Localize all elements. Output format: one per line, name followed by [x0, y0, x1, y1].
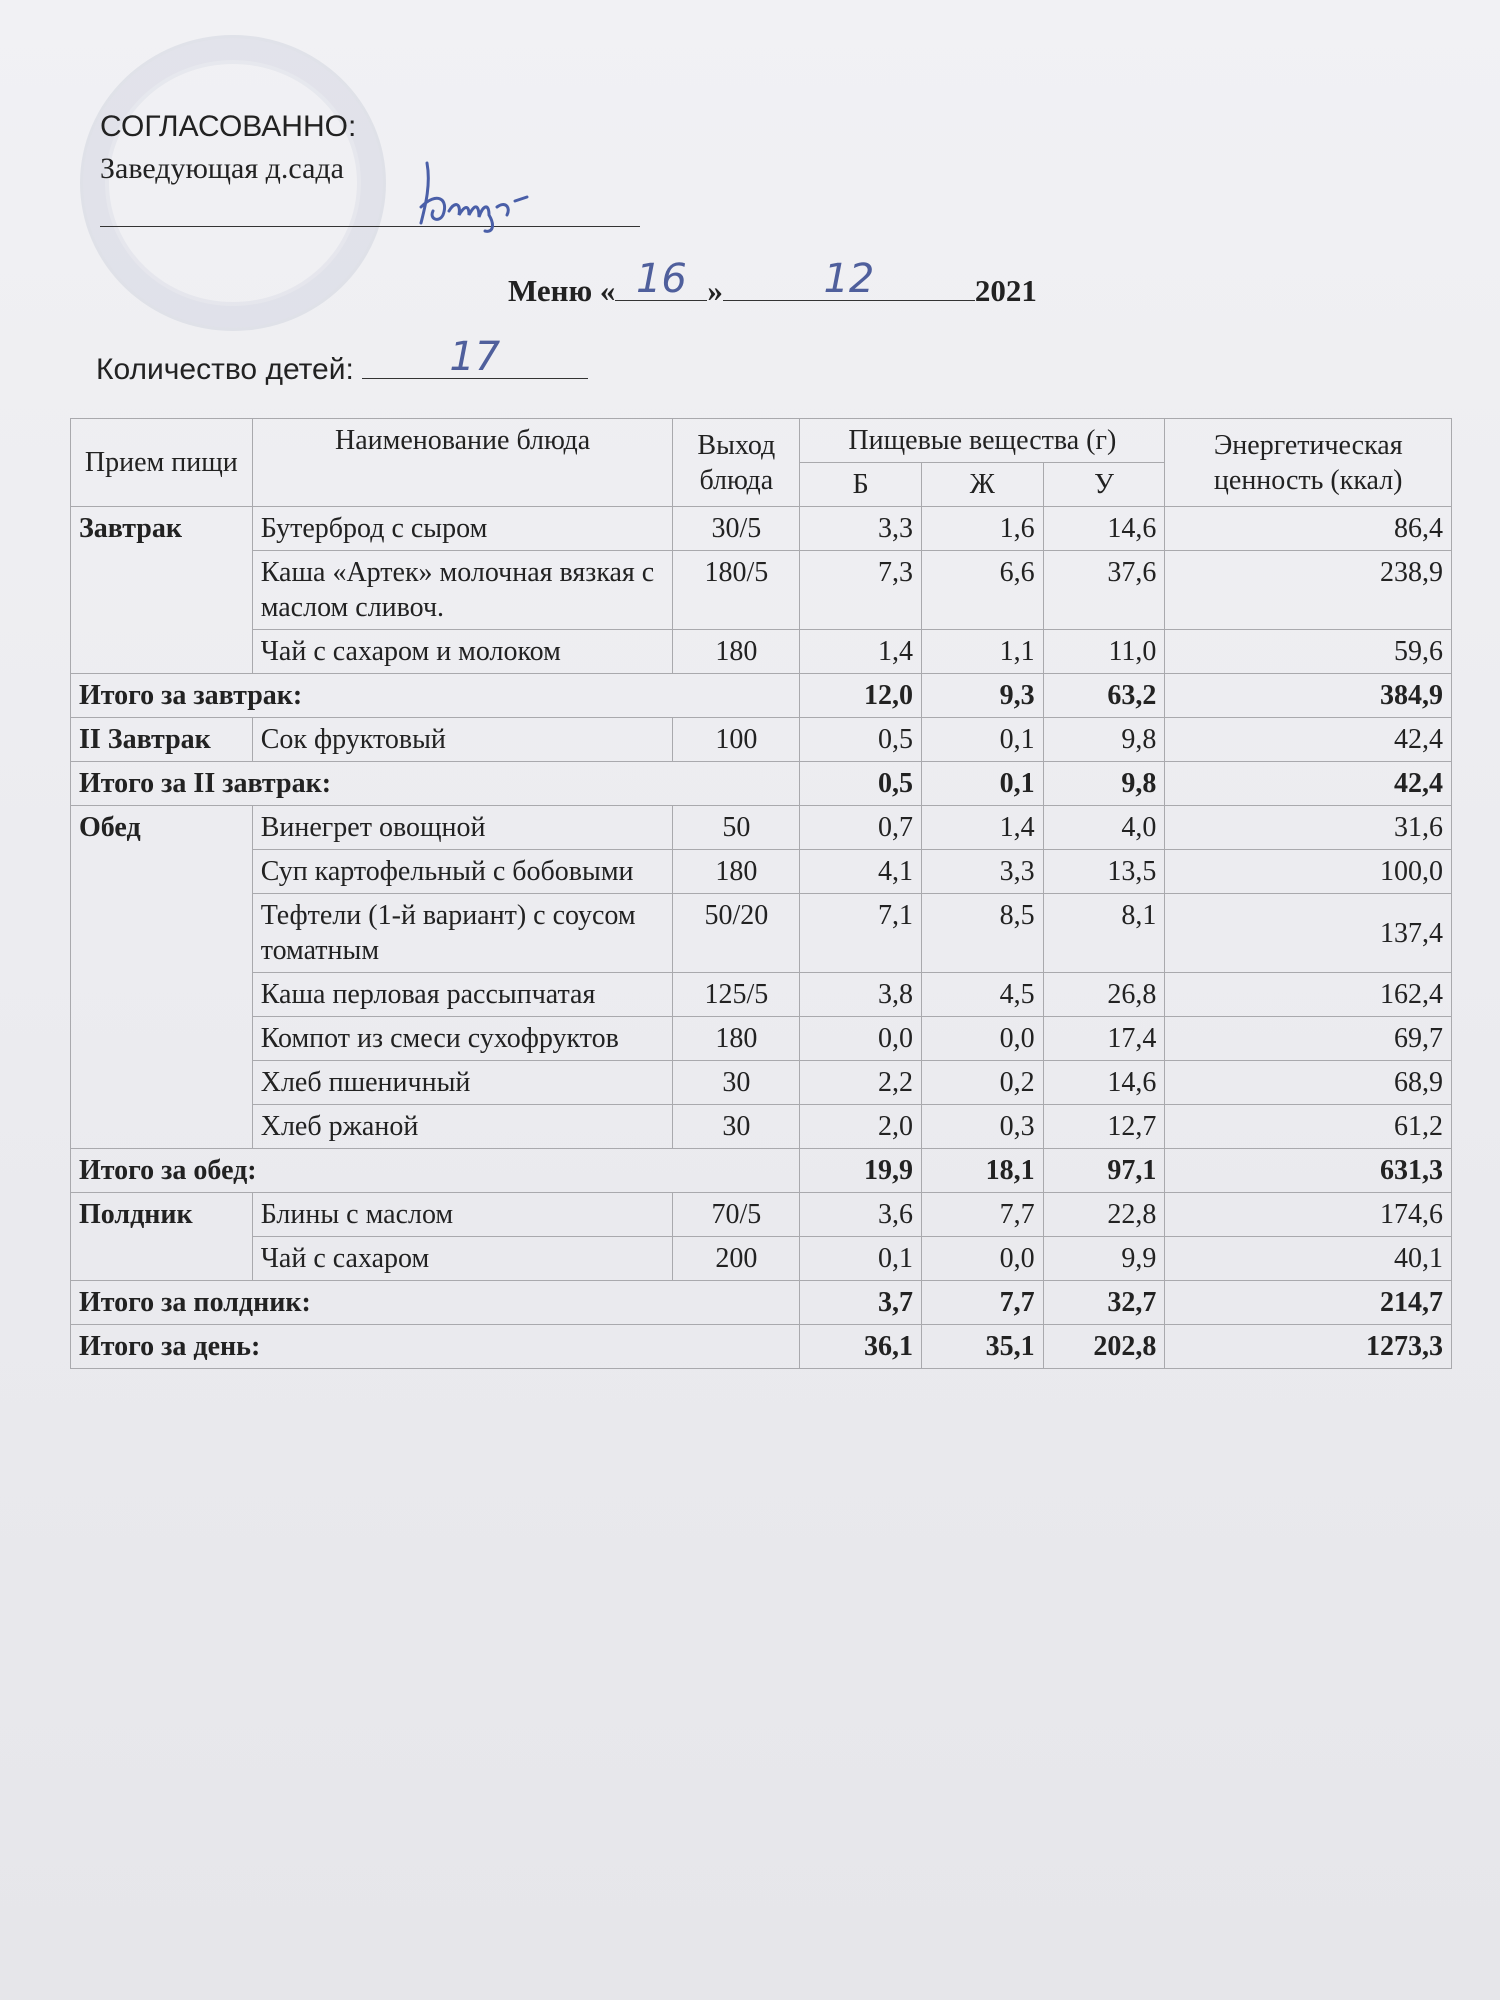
protein-value: 0,7 [800, 806, 922, 850]
protein-day-total: 36,1 [800, 1325, 922, 1369]
menu-title-mid: » [707, 273, 723, 308]
carbs-value: 26,8 [1043, 973, 1165, 1017]
energy-value: 137,4 [1165, 894, 1452, 973]
table-row [71, 718, 1452, 762]
header-dish: Наименование блюда [252, 419, 673, 507]
subtotal-row [71, 1149, 1452, 1193]
carbs-value: 9,9 [1043, 1237, 1165, 1281]
energy-value: 42,4 [1165, 718, 1452, 762]
fat-value: 0,0 [921, 1237, 1043, 1281]
energy-total: 384,9 [1165, 674, 1452, 718]
day-total-label: Итого за день: [71, 1325, 800, 1369]
carbs-value: 37,6 [1043, 551, 1165, 630]
table-row [71, 806, 1452, 850]
meal-snack: Полдник [71, 1193, 253, 1281]
energy-value: 61,2 [1165, 1105, 1452, 1149]
subtotal-label: Итого за II завтрак: [71, 762, 800, 806]
carbs-total: 63,2 [1043, 674, 1165, 718]
subtotal-row [71, 674, 1452, 718]
table-row [71, 1017, 1452, 1061]
fat-value: 0,1 [921, 718, 1043, 762]
header-nutrients: Пищевые вещества (г) [800, 419, 1165, 463]
fat-total: 7,7 [921, 1281, 1043, 1325]
protein-total: 3,7 [800, 1281, 922, 1325]
dish-output: 200 [673, 1237, 800, 1281]
fat-value: 0,3 [921, 1105, 1043, 1149]
subtotal-label: Итого за полдник: [71, 1281, 800, 1325]
table-row [71, 894, 1452, 973]
children-blank [362, 334, 588, 380]
energy-day-total: 1273,3 [1165, 1325, 1452, 1369]
table-row [71, 630, 1452, 674]
carbs-day-total: 202,8 [1043, 1325, 1165, 1369]
protein-value: 0,5 [800, 718, 922, 762]
energy-total: 631,3 [1165, 1149, 1452, 1193]
menu-title-prefix: Меню « [508, 273, 616, 308]
carbs-total: 9,8 [1043, 762, 1165, 806]
dish-name: Чай с сахаром [252, 1237, 673, 1281]
dish-output: 30 [673, 1061, 800, 1105]
table-header-row [71, 419, 1452, 463]
dish-name: Каша «Артек» молочная вязкая с маслом сливоч. [252, 551, 673, 630]
protein-value: 3,8 [800, 973, 922, 1017]
energy-value: 59,6 [1165, 630, 1452, 674]
carbs-value: 12,7 [1043, 1105, 1165, 1149]
energy-total: 214,7 [1165, 1281, 1452, 1325]
energy-total: 42,4 [1165, 762, 1452, 806]
subtotal-label: Итого за завтрак: [71, 674, 800, 718]
dish-name: Хлеб пшеничный [252, 1061, 673, 1105]
fat-value: 6,6 [921, 551, 1043, 630]
fat-value: 4,5 [921, 973, 1043, 1017]
dish-output: 100 [673, 718, 800, 762]
fat-total: 9,3 [921, 674, 1043, 718]
approval-heading: СОГЛАСОВАННО: [100, 110, 357, 143]
protein-value: 2,2 [800, 1061, 922, 1105]
dish-output: 50/20 [673, 894, 800, 973]
dish-output: 30 [673, 1105, 800, 1149]
protein-total: 19,9 [800, 1149, 922, 1193]
dish-name: Блины с маслом [252, 1193, 673, 1237]
handwritten-signature [415, 145, 545, 235]
protein-value: 7,3 [800, 551, 922, 630]
header-carbs: У [1043, 463, 1165, 507]
table-row [71, 551, 1452, 630]
protein-value: 4,1 [800, 850, 922, 894]
header-fat: Ж [921, 463, 1043, 507]
header-protein: Б [800, 463, 922, 507]
menu-title [508, 256, 1037, 309]
protein-value: 2,0 [800, 1105, 922, 1149]
protein-value: 0,1 [800, 1237, 922, 1281]
fat-value: 3,3 [921, 850, 1043, 894]
protein-value: 3,6 [800, 1193, 922, 1237]
header-output: Выход блюда [673, 419, 800, 507]
dish-output: 30/5 [673, 507, 800, 551]
table-row [71, 1061, 1452, 1105]
energy-value: 238,9 [1165, 551, 1452, 630]
children-label: Количество детей: [96, 353, 354, 386]
meal-breakfast: Завтрак [71, 507, 253, 674]
carbs-value: 8,1 [1043, 894, 1165, 973]
dish-name: Каша перловая рассыпчатая [252, 973, 673, 1017]
energy-value: 86,4 [1165, 507, 1452, 551]
carbs-value: 22,8 [1043, 1193, 1165, 1237]
protein-value: 7,1 [800, 894, 922, 973]
dish-name: Компот из смеси сухофруктов [252, 1017, 673, 1061]
header-meal: Прием пищи [71, 419, 253, 507]
fat-value: 1,4 [921, 806, 1043, 850]
energy-value: 162,4 [1165, 973, 1452, 1017]
meal-lunch: Обед [71, 806, 253, 1149]
fat-day-total: 35,1 [921, 1325, 1043, 1369]
fat-value: 1,1 [921, 630, 1043, 674]
dish-name: Хлеб ржаной [252, 1105, 673, 1149]
fat-total: 0,1 [921, 762, 1043, 806]
fat-value: 0,0 [921, 1017, 1043, 1061]
dish-name: Сок фруктовый [252, 718, 673, 762]
dish-name: Винегрет овощной [252, 806, 673, 850]
table-row [71, 1105, 1452, 1149]
month-blank [723, 256, 975, 302]
menu-table [70, 418, 1452, 1369]
table-row [71, 973, 1452, 1017]
fat-value: 7,7 [921, 1193, 1043, 1237]
table-row [71, 507, 1452, 551]
carbs-value: 13,5 [1043, 850, 1165, 894]
subtotal-row [71, 762, 1452, 806]
fat-value: 1,6 [921, 507, 1043, 551]
children-count-line [96, 334, 588, 387]
approver-role: Заведующая д.сада [100, 152, 344, 185]
table-row [71, 850, 1452, 894]
carbs-value: 9,8 [1043, 718, 1165, 762]
meal-second-breakfast: II Завтрак [71, 718, 253, 762]
carbs-value: 17,4 [1043, 1017, 1165, 1061]
protein-total: 12,0 [800, 674, 922, 718]
protein-value: 3,3 [800, 507, 922, 551]
carbs-value: 11,0 [1043, 630, 1165, 674]
carbs-value: 14,6 [1043, 1061, 1165, 1105]
fat-value: 0,2 [921, 1061, 1043, 1105]
energy-value: 69,7 [1165, 1017, 1452, 1061]
dish-name: Тефтели (1-й вариант) с соусом томатным [252, 894, 673, 973]
subtotal-row [71, 1281, 1452, 1325]
fat-total: 18,1 [921, 1149, 1043, 1193]
dish-output: 180 [673, 850, 800, 894]
menu-year: 2021 [974, 273, 1037, 308]
carbs-total: 32,7 [1043, 1281, 1165, 1325]
subtotal-label: Итого за обед: [71, 1149, 800, 1193]
table-row [71, 1237, 1452, 1281]
energy-value: 31,6 [1165, 806, 1452, 850]
carbs-total: 97,1 [1043, 1149, 1165, 1193]
signature-line [100, 226, 640, 227]
dish-name: Бутерброд с сыром [252, 507, 673, 551]
children-count: 17 [449, 334, 501, 380]
carbs-value: 14,6 [1043, 507, 1165, 551]
energy-value: 68,9 [1165, 1061, 1452, 1105]
energy-value: 40,1 [1165, 1237, 1452, 1281]
menu-month: 12 [823, 256, 875, 302]
carbs-value: 4,0 [1043, 806, 1165, 850]
day-total-row [71, 1325, 1452, 1369]
energy-value: 174,6 [1165, 1193, 1452, 1237]
protein-value: 0,0 [800, 1017, 922, 1061]
dish-output: 70/5 [673, 1193, 800, 1237]
dish-output: 50 [673, 806, 800, 850]
dish-output: 180/5 [673, 551, 800, 630]
table-row [71, 1193, 1452, 1237]
fat-value: 8,5 [921, 894, 1043, 973]
menu-day: 16 [635, 256, 687, 302]
header-energy: Энергетическая ценность (ккал) [1165, 419, 1452, 507]
dish-output: 180 [673, 1017, 800, 1061]
dish-output: 125/5 [673, 973, 800, 1017]
dish-name: Суп картофельный с бобовыми [252, 850, 673, 894]
protein-total: 0,5 [800, 762, 922, 806]
protein-value: 1,4 [800, 630, 922, 674]
dish-output: 180 [673, 630, 800, 674]
day-blank [615, 256, 707, 302]
dish-name: Чай с сахаром и молоком [252, 630, 673, 674]
energy-value: 100,0 [1165, 850, 1452, 894]
